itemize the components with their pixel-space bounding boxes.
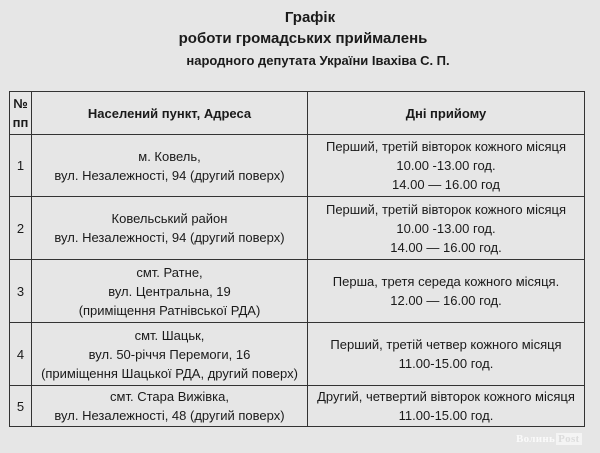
title-line-2: роботи громадських приймалень <box>178 30 428 47</box>
table-row <box>10 197 585 260</box>
address-line: вул. Незалежності, 94 (другий поверх) <box>54 230 285 245</box>
days-line: 14.00 — 16.00 год. <box>390 239 502 255</box>
days-line: Перша, третя середа кожного місяця. <box>332 274 560 289</box>
table-row <box>10 135 585 197</box>
table-header-row <box>10 92 585 135</box>
days-line: Перший, третій вівторок кожного місяця <box>325 139 567 154</box>
row-number: 3 <box>10 260 32 323</box>
row-number: 4 <box>10 323 32 386</box>
watermark-logo <box>516 433 582 445</box>
row-address <box>32 197 308 260</box>
header-address: Населений пункт, Адреса <box>32 92 308 135</box>
header-number-line2: пп <box>12 115 29 130</box>
row-days <box>308 135 585 197</box>
row-days <box>308 323 585 386</box>
address-line: вул. Незалежності, 94 (другий поверх) <box>54 167 285 183</box>
row-days <box>308 197 585 260</box>
row-address <box>32 260 308 323</box>
address-line: вул. Незалежності, 48 (другий поверх) <box>54 408 285 423</box>
days-line: 11.00-15.00 год. <box>398 356 494 371</box>
row-address <box>32 323 308 386</box>
days-line: 14.00 — 16.00 год <box>392 177 500 192</box>
days-line: 11.00-15.00 год. <box>398 408 494 423</box>
days-line: Другий, четвертий вівторок кожного місяця <box>317 389 575 404</box>
row-days <box>308 260 585 323</box>
address-line: вул. 50-річчя Перемоги, 16 <box>88 346 251 362</box>
header-number-line1: № <box>13 96 28 111</box>
document-title <box>0 8 600 72</box>
row-number: 2 <box>10 197 32 260</box>
table-row <box>10 386 585 427</box>
address-line: смт. Шацьк, <box>134 327 205 343</box>
schedule-table <box>9 91 585 427</box>
header-number <box>10 92 32 135</box>
table-row <box>10 323 585 386</box>
table-row <box>10 260 585 323</box>
watermark-badge: Post <box>558 433 580 445</box>
days-line: 10.00 -13.00 год. <box>396 158 496 173</box>
row-address <box>32 386 308 427</box>
days-line: 12.00 — 16.00 год. <box>390 293 502 308</box>
row-number: 1 <box>10 135 32 197</box>
days-line: Перший, третій вівторок кожного місяця <box>325 201 567 217</box>
days-line: 10.00 -13.00 год. <box>396 220 496 236</box>
days-line: Перший, третій четвер кожного місяця <box>330 337 562 352</box>
address-line: (приміщення Шацької РДА, другий поверх) <box>41 365 298 381</box>
address-line: смт. Ратне, <box>136 264 203 280</box>
address-line: (приміщення Ратнівської РДА) <box>78 302 261 318</box>
address-line: м. Ковель, <box>138 148 201 164</box>
address-line: смт. Стара Вижівка, <box>110 389 229 404</box>
row-number: 5 <box>10 386 32 427</box>
row-address <box>32 135 308 197</box>
header-days: Дні прийому <box>308 92 585 135</box>
address-line: Ковельський район <box>111 211 228 226</box>
title-line-1: Графік <box>284 9 336 26</box>
address-line: вул. Центральна, 19 <box>108 283 231 299</box>
title-line-3: народного депутата України Івахіва С. П. <box>186 53 450 68</box>
watermark-text: Волинь <box>516 433 556 445</box>
row-days <box>308 386 585 427</box>
